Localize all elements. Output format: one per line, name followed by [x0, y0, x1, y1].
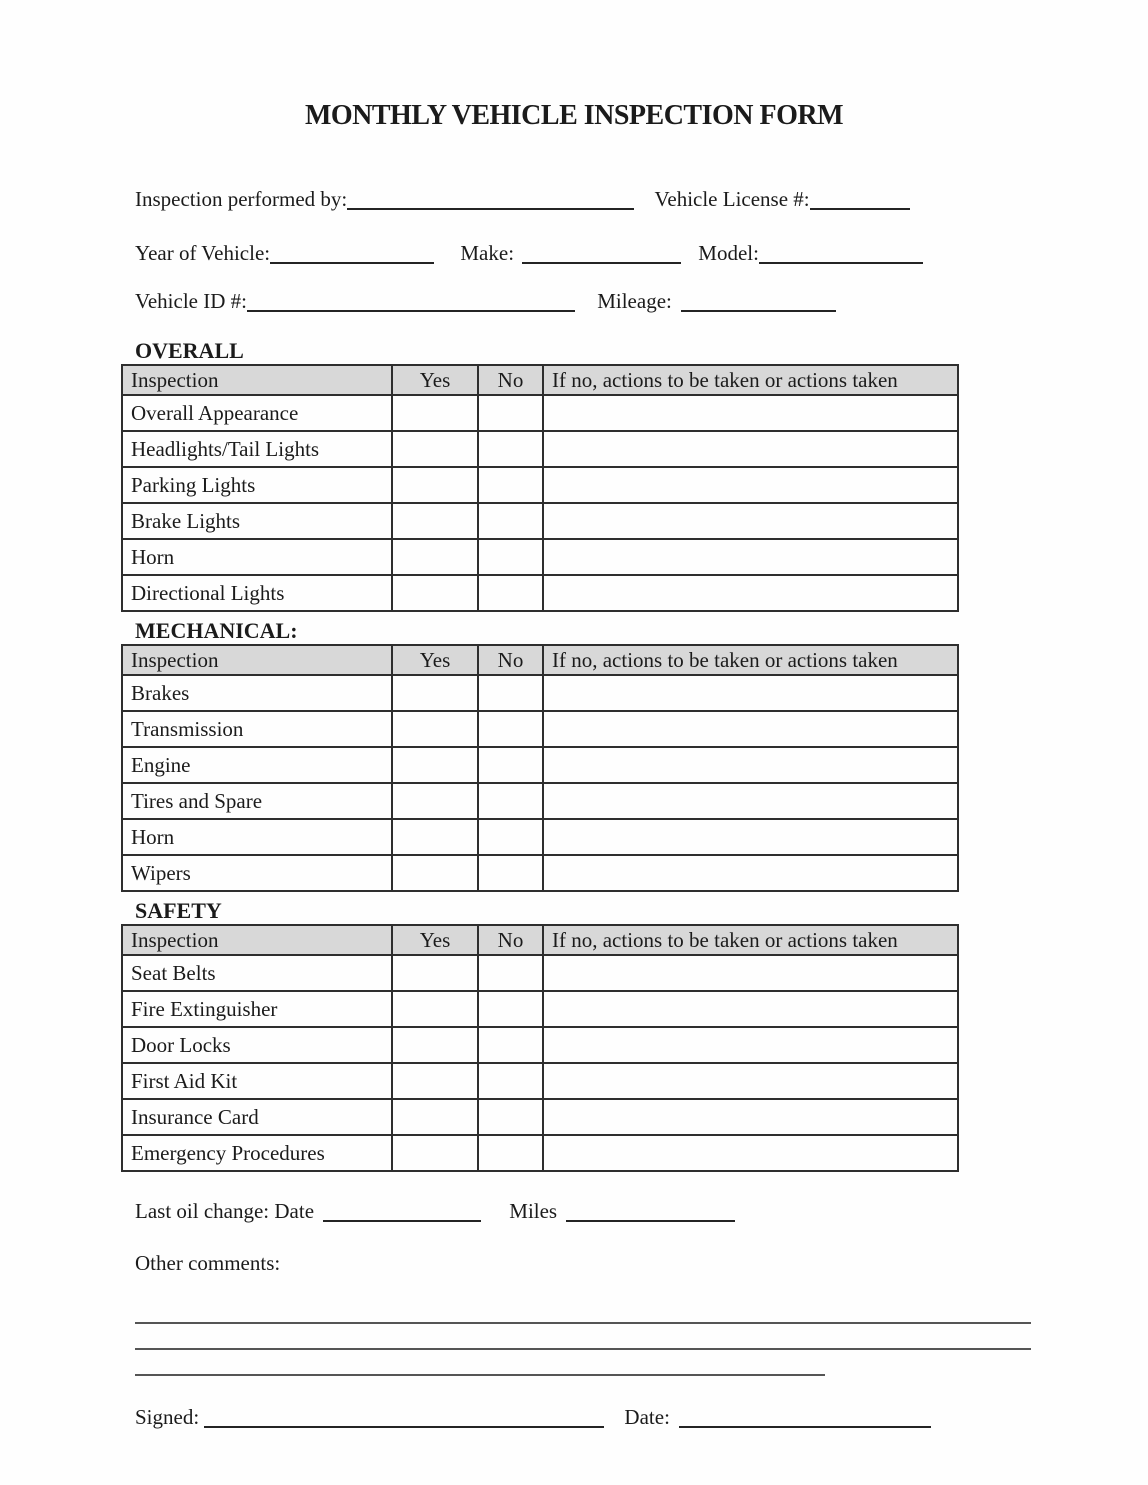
comments-lines [0, 1298, 1148, 1376]
make-label: Make: [460, 241, 515, 265]
table-row [122, 747, 958, 783]
actions-cell[interactable] [543, 395, 958, 431]
actions-cell[interactable] [543, 467, 958, 503]
actions-cell[interactable] [543, 575, 958, 611]
no-cell[interactable] [478, 819, 543, 855]
table-row [122, 955, 958, 991]
column-header-inspection: Inspection [122, 925, 392, 955]
column-header-inspection: Inspection [122, 645, 392, 675]
column-header-yes: Yes [392, 925, 478, 955]
no-cell[interactable] [478, 747, 543, 783]
table-row [122, 675, 958, 711]
oil-change-row [135, 1198, 1148, 1224]
signature-row [135, 1404, 1148, 1430]
inspection-item-label: First Aid Kit [122, 1063, 392, 1099]
miles-label: Miles [509, 1199, 558, 1223]
table-row [122, 395, 958, 431]
no-cell[interactable] [478, 431, 543, 467]
inspection-item-label: Horn [122, 819, 392, 855]
actions-cell[interactable] [543, 675, 958, 711]
column-header-actions: If no, actions to be taken or actions taken [543, 365, 958, 395]
model-blank[interactable] [759, 245, 923, 264]
inspection-item-label: Horn [122, 539, 392, 575]
table-header-row [122, 645, 958, 675]
inspection-item-label: Tires and Spare [122, 783, 392, 819]
section-title-mechanical: MECHANICAL: [135, 618, 298, 643]
no-cell[interactable] [478, 955, 543, 991]
mileage-label: Mileage: [597, 289, 672, 313]
yes-cell[interactable] [392, 855, 478, 891]
yes-cell[interactable] [392, 431, 478, 467]
yes-cell[interactable] [392, 1027, 478, 1063]
table-row [122, 1135, 958, 1171]
other-comments-label: Other comments: [135, 1251, 281, 1275]
vehicle-id-label: Vehicle ID #: [135, 289, 247, 313]
actions-cell[interactable] [543, 855, 958, 891]
table-header-row [122, 365, 958, 395]
license-blank[interactable] [810, 191, 910, 210]
date-blank[interactable] [679, 1409, 931, 1428]
column-header-no: No [478, 925, 543, 955]
last-oil-change-label: Last oil change: Date [135, 1199, 315, 1223]
column-header-actions: If no, actions to be taken or actions taken [543, 645, 958, 675]
table-row [122, 1027, 958, 1063]
table-row [122, 467, 958, 503]
yes-cell[interactable] [392, 819, 478, 855]
no-cell[interactable] [478, 503, 543, 539]
actions-cell[interactable] [543, 955, 958, 991]
inspection-item-label: Brake Lights [122, 503, 392, 539]
date-label: Date: [624, 1405, 670, 1429]
model-label: Model: [698, 241, 759, 265]
yes-cell[interactable] [392, 675, 478, 711]
section-title-overall: OVERALL [135, 338, 244, 363]
make-blank[interactable] [522, 245, 681, 264]
inspection-item-label: Headlights/Tail Lights [122, 431, 392, 467]
actions-cell[interactable] [543, 747, 958, 783]
column-header-yes: Yes [392, 365, 478, 395]
table-row [122, 783, 958, 819]
table-row [122, 503, 958, 539]
yes-cell[interactable] [392, 503, 478, 539]
header-field-row-2 [135, 240, 1148, 266]
oil-date-blank[interactable] [323, 1203, 481, 1222]
inspection-item-label: Overall Appearance [122, 395, 392, 431]
section-title-safety: SAFETY [135, 898, 222, 923]
yes-cell[interactable] [392, 395, 478, 431]
form-title: MONTHLY VEHICLE INSPECTION FORM [304, 100, 844, 131]
table-row [122, 539, 958, 575]
column-header-actions: If no, actions to be taken or actions taken [543, 925, 958, 955]
oil-miles-blank[interactable] [566, 1203, 735, 1222]
actions-cell[interactable] [543, 711, 958, 747]
no-cell[interactable] [478, 675, 543, 711]
inspection-item-label: Directional Lights [122, 575, 392, 611]
inspection-item-label: Engine [122, 747, 392, 783]
actions-cell[interactable] [543, 1135, 958, 1171]
yes-cell[interactable] [392, 1135, 478, 1171]
actions-cell[interactable] [543, 503, 958, 539]
inspection-item-label: Wipers [122, 855, 392, 891]
yes-cell[interactable] [392, 783, 478, 819]
inspection-item-label: Transmission [122, 711, 392, 747]
column-header-no: No [478, 645, 543, 675]
no-cell[interactable] [478, 467, 543, 503]
inspection-item-label: Seat Belts [122, 955, 392, 991]
yes-cell[interactable] [392, 747, 478, 783]
no-cell[interactable] [478, 1063, 543, 1099]
comments-line-1[interactable] [135, 1298, 1031, 1324]
inspection-item-label: Fire Extinguisher [122, 991, 392, 1027]
inspection-sections [0, 338, 1148, 1172]
performed-by-blank[interactable] [347, 191, 634, 210]
inspection-table-safety [121, 924, 959, 1172]
inspection-table-overall [121, 364, 959, 612]
yes-cell[interactable] [392, 1063, 478, 1099]
no-cell[interactable] [478, 855, 543, 891]
year-blank[interactable] [270, 245, 434, 264]
table-row [122, 431, 958, 467]
inspection-item-label: Emergency Procedures [122, 1135, 392, 1171]
table-row [122, 711, 958, 747]
actions-cell[interactable] [543, 1063, 958, 1099]
comments-line-3[interactable] [135, 1350, 825, 1376]
inspection-table-mechanical [121, 644, 959, 892]
actions-cell[interactable] [543, 539, 958, 575]
no-cell[interactable] [478, 575, 543, 611]
table-row [122, 575, 958, 611]
column-header-inspection: Inspection [122, 365, 392, 395]
column-header-yes: Yes [392, 645, 478, 675]
actions-cell[interactable] [543, 1027, 958, 1063]
table-row [122, 1099, 958, 1135]
no-cell[interactable] [478, 1135, 543, 1171]
performed-by-label: Inspection performed by: [135, 187, 348, 211]
yes-cell[interactable] [392, 539, 478, 575]
table-row [122, 819, 958, 855]
inspection-item-label: Insurance Card [122, 1099, 392, 1135]
table-row [122, 991, 958, 1027]
column-header-no: No [478, 365, 543, 395]
actions-cell[interactable] [543, 991, 958, 1027]
actions-cell[interactable] [543, 783, 958, 819]
yes-cell[interactable] [392, 575, 478, 611]
inspection-item-label: Parking Lights [122, 467, 392, 503]
actions-cell[interactable] [543, 431, 958, 467]
header-field-row-1 [135, 186, 1148, 212]
table-row [122, 1063, 958, 1099]
vehicle-id-blank[interactable] [247, 293, 575, 312]
year-label: Year of Vehicle: [135, 241, 271, 265]
mileage-blank[interactable] [681, 293, 836, 312]
no-cell[interactable] [478, 783, 543, 819]
header-field-row-3 [135, 288, 1148, 314]
license-label: Vehicle License #: [654, 187, 810, 211]
yes-cell[interactable] [392, 467, 478, 503]
signed-label: Signed: [135, 1405, 200, 1429]
yes-cell[interactable] [392, 955, 478, 991]
no-cell[interactable] [478, 1027, 543, 1063]
yes-cell[interactable] [392, 1099, 478, 1135]
table-header-row [122, 925, 958, 955]
yes-cell[interactable] [392, 991, 478, 1027]
comments-line-2[interactable] [135, 1324, 1031, 1350]
actions-cell[interactable] [543, 819, 958, 855]
inspection-item-label: Door Locks [122, 1027, 392, 1063]
no-cell[interactable] [478, 711, 543, 747]
no-cell[interactable] [478, 991, 543, 1027]
yes-cell[interactable] [392, 711, 478, 747]
no-cell[interactable] [478, 1099, 543, 1135]
actions-cell[interactable] [543, 1099, 958, 1135]
no-cell[interactable] [478, 395, 543, 431]
inspection-item-label: Brakes [122, 675, 392, 711]
table-row [122, 855, 958, 891]
signed-blank[interactable] [204, 1409, 604, 1428]
no-cell[interactable] [478, 539, 543, 575]
